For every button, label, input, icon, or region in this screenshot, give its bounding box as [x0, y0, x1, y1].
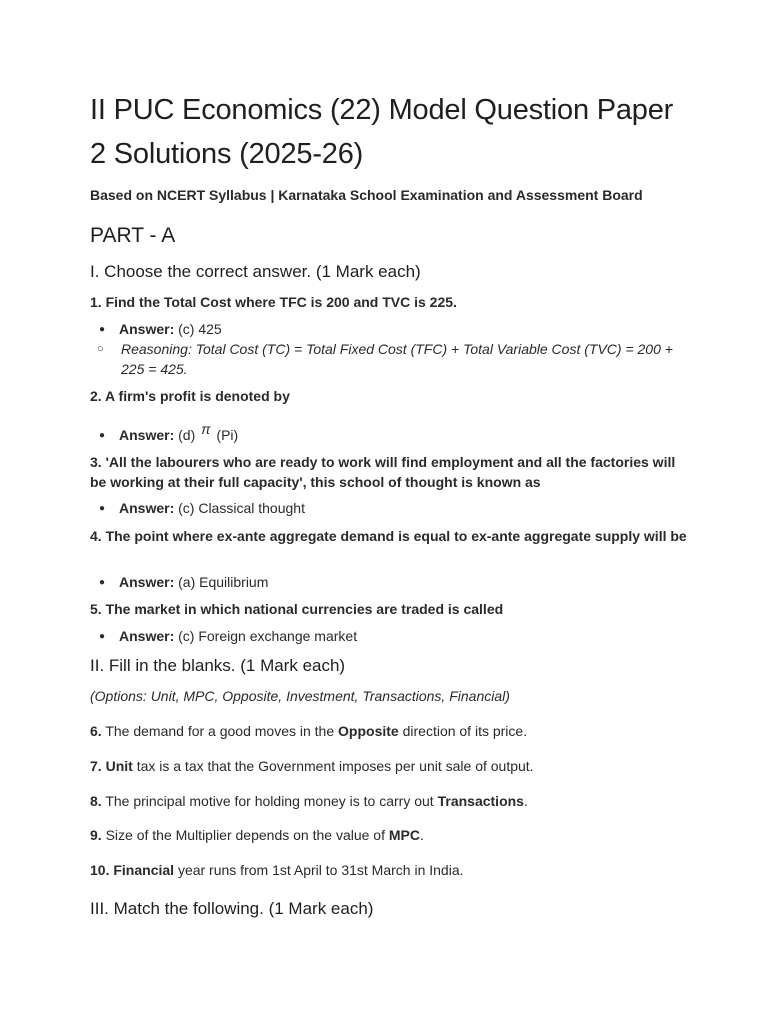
item-number: 6. [90, 723, 102, 739]
answer-suffix: (Pi) [216, 427, 239, 443]
fill-text: Size of the Multiplier depends on the value of [105, 827, 385, 843]
question-4: 4. The point where ex-ante aggregate demand is equal to ex-ante aggregate supply will be [90, 528, 687, 544]
section-heading-mcq: I. Choose the correct answer. (1 Mark each) [90, 262, 421, 281]
question-3: 3. 'All the labourers who are ready to work will find employment and all the factories will be working at their full capacity', this school of thought is known as [90, 454, 676, 490]
bullet-icon: ● [99, 430, 106, 442]
fill-text: direction of its price. [402, 723, 528, 739]
fill-answer: MPC [388, 827, 420, 843]
part-heading: PART - A [90, 224, 176, 247]
fill-text: The demand for a good moves in the [105, 723, 335, 739]
reasoning-1 [97, 339, 681, 379]
answer-5 [99, 626, 357, 647]
bullet-icon: ● [99, 577, 106, 589]
answer-value: (c) Foreign exchange market [178, 628, 358, 644]
fill-item-8 [90, 791, 528, 811]
answer-value: (d) [178, 427, 196, 443]
answer-1 [99, 319, 222, 340]
fill-text: . [523, 793, 528, 809]
question-5: 5. The market in which national currencies are traded is called [90, 601, 504, 617]
answer-label: Answer: [119, 427, 175, 443]
answer-label: Answer: [119, 321, 175, 337]
page-subtitle: Based on NCERT Syllabus | Karnataka School Examination and Assessment Board [90, 187, 643, 203]
answer-value: (c) Classical thought [178, 500, 305, 516]
pi-symbol: π [201, 421, 211, 437]
answer-2 [99, 421, 239, 446]
bullet-icon: ● [99, 324, 106, 336]
answer-value: (a) Equilibrium [178, 574, 269, 590]
answer-label: Answer: [119, 500, 175, 516]
fill-item-6 [90, 721, 527, 741]
question-1: 1. Find the Total Cost where TFC is 200 and TVC is 225. [90, 294, 457, 310]
bullet-icon: ● [99, 631, 106, 643]
answer-3 [99, 498, 305, 519]
item-number: 7. [90, 758, 102, 774]
page-title: II PUC Economics (22) Model Question Paper 2 Solutions (2025-26) [90, 94, 674, 170]
bullet-icon: ● [99, 503, 106, 515]
options-note: (Options: Unit, MPC, Opposite, Investment, Transactions, Financial) [90, 688, 510, 704]
fill-item-9 [90, 825, 424, 845]
answer-label: Answer: [119, 574, 175, 590]
fill-answer: Opposite [338, 723, 399, 739]
question-2: 2. A firm's profit is denoted by [90, 388, 290, 404]
fill-item-10 [90, 860, 464, 880]
answer-4 [99, 572, 268, 593]
fill-item-7 [90, 756, 534, 776]
fill-text: year runs from 1st April to 31st March in India. [177, 862, 464, 878]
item-number: 8. [90, 793, 102, 809]
fill-answer: Financial [113, 862, 175, 878]
fill-answer: Unit [105, 758, 133, 774]
fill-text: tax is a tax that the Government imposes per unit sale of output. [136, 758, 534, 774]
item-number: 9. [90, 827, 102, 843]
circle-bullet-icon: ○ [97, 343, 104, 355]
reasoning-text: Reasoning: Total Cost (TC) = Total Fixed Cost (TFC) + Total Variable Cost (TVC) = 200 + 225 = 425. [121, 341, 673, 377]
section-heading-match: III. Match the following. (1 Mark each) [90, 899, 374, 918]
fill-answer: Transactions [437, 793, 524, 809]
answer-value: (c) 425 [178, 321, 222, 337]
fill-text: The principal motive for holding money is to carry out [105, 793, 434, 809]
fill-text: . [420, 827, 424, 843]
item-number: 10. [90, 862, 110, 878]
answer-label: Answer: [119, 628, 175, 644]
section-heading-fill: II. Fill in the blanks. (1 Mark each) [90, 656, 346, 675]
